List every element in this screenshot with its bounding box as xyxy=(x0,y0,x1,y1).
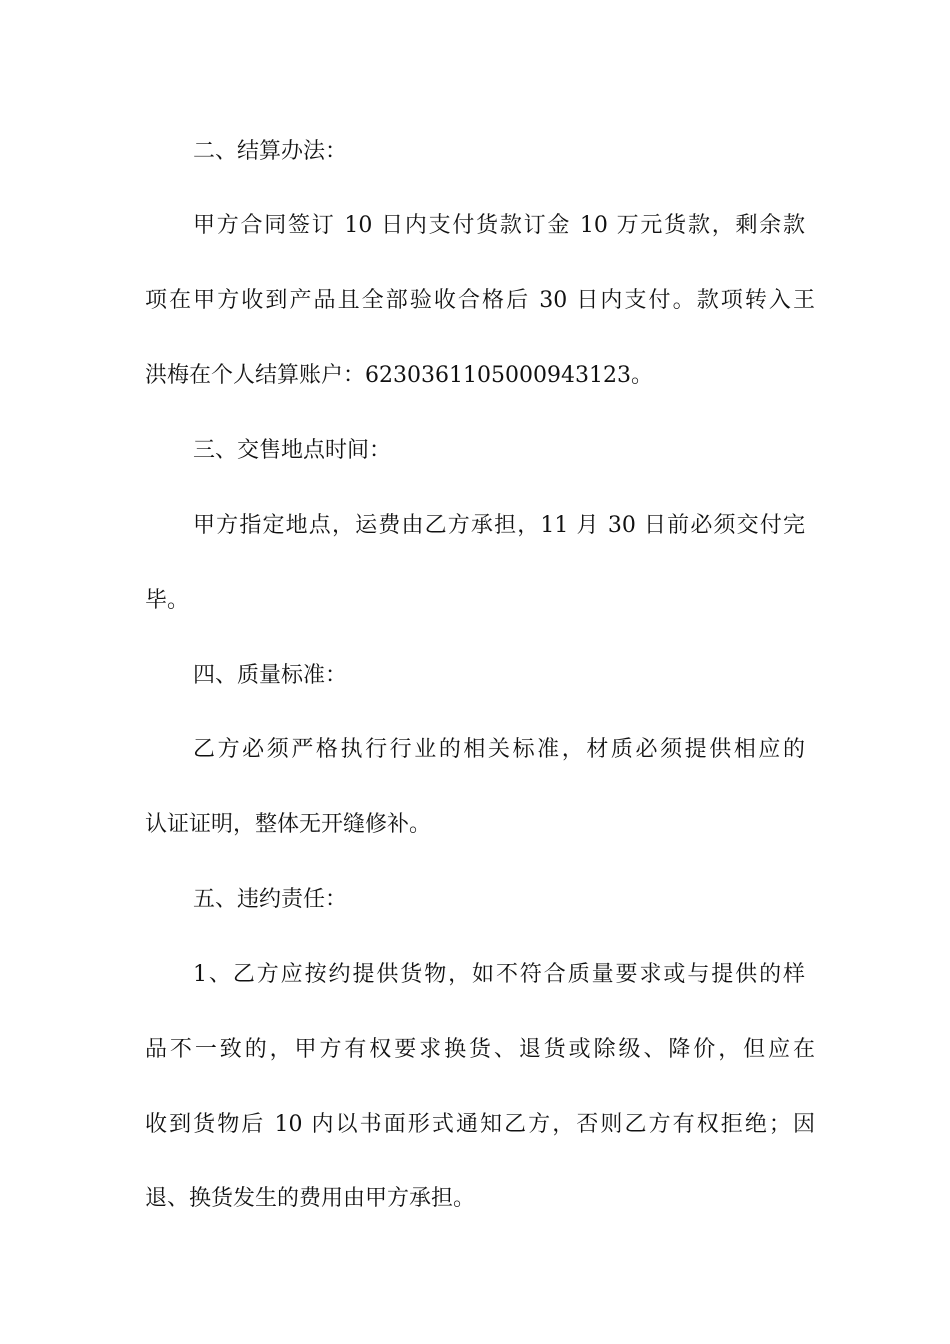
paragraph-line: 毕。 xyxy=(145,588,190,613)
paragraph-line: 认证证明，整体无开缝修补。 xyxy=(145,812,432,837)
paragraph-line: 品不一致的，甲方有权要求换货、退货或除级、降价，但应在 xyxy=(145,1037,815,1062)
section-heading-quality: 四、质量标准： xyxy=(193,663,348,688)
section-heading-settlement: 二、结算办法： xyxy=(193,139,348,164)
paragraph-line: 乙方必须严格执行行业的相关标准，材质必须提供相应的 xyxy=(193,737,805,762)
paragraph-line: 甲方指定地点，运费由乙方承担，11 月 30 日前必须交付完 xyxy=(193,513,805,538)
paragraph-line: 洪梅在个人结算账户：6230361105000943123。 xyxy=(145,363,653,388)
paragraph-line: 退、换货发生的费用由甲方承担。 xyxy=(145,1186,476,1211)
paragraph-line: 甲方合同签订 10 日内支付货款订金 10 万元货款，剩余款 xyxy=(193,213,805,238)
paragraph-line: 项在甲方收到产品且全部验收合格后 30 日内支付。款项转入王 xyxy=(145,288,815,313)
paragraph-line: 1、乙方应按约提供货物，如不符合质量要求或与提供的样 xyxy=(193,962,805,987)
paragraph-line: 收到货物后 10 内以书面形式通知乙方，否则乙方有权拒绝；因 xyxy=(145,1112,815,1137)
section-heading-liability: 五、违约责任： xyxy=(193,887,348,912)
section-heading-delivery: 三、交售地点时间： xyxy=(193,438,392,463)
